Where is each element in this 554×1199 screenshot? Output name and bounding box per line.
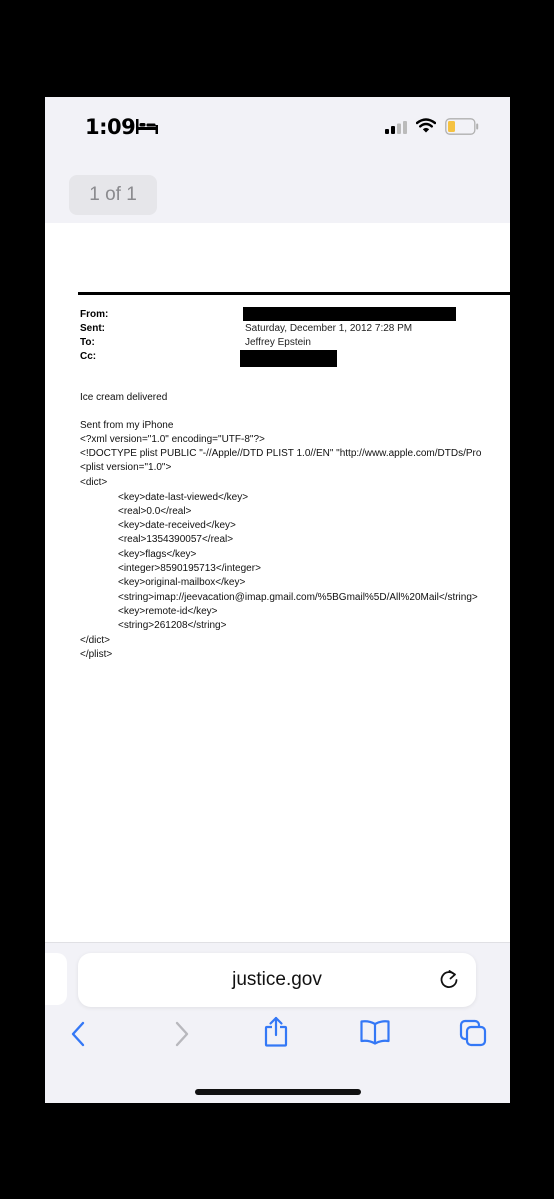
- back-icon[interactable]: [69, 1021, 89, 1052]
- body-line: </plist>: [80, 649, 113, 660]
- home-indicator: [195, 1089, 361, 1095]
- bed-icon: [136, 119, 158, 139]
- body-line: <real>1354390057</real>: [118, 534, 234, 545]
- status-time: 1:09: [85, 115, 136, 139]
- sent-label: Sent:: [80, 323, 105, 334]
- body-line: </dict>: [80, 635, 111, 646]
- cc-redaction: [240, 350, 337, 367]
- body-line: <key>remote-id</key>: [118, 606, 218, 617]
- cc-label: Cc:: [80, 351, 97, 362]
- body-line: <key>date-received</key>: [118, 520, 236, 531]
- to-label: To:: [80, 337, 95, 348]
- address-bar[interactable]: [78, 953, 476, 1007]
- header-rule: [78, 292, 510, 295]
- body-line: <real>0.0</real>: [118, 506, 192, 517]
- from-redaction: [243, 307, 456, 321]
- body-line: Sent from my iPhone: [80, 420, 174, 431]
- bookmarks-icon[interactable]: [359, 1019, 391, 1050]
- forward-icon[interactable]: [171, 1021, 191, 1052]
- page-count-indicator: 1 of 1: [69, 175, 157, 215]
- reload-icon[interactable]: [438, 967, 460, 996]
- share-icon[interactable]: [263, 1016, 289, 1053]
- sent-value: Saturday, December 1, 2012 7:28 PM: [245, 323, 413, 334]
- previous-tab-address-bar[interactable]: [45, 953, 67, 1005]
- body-line: <key>flags</key>: [118, 549, 197, 560]
- wifi-icon: [416, 118, 436, 138]
- tabs-icon[interactable]: [459, 1019, 487, 1052]
- body-line: <plist version="1.0">: [80, 462, 172, 473]
- from-label: From:: [80, 309, 109, 320]
- pdf-page-bar: [45, 153, 510, 223]
- safari-bottom-bar: [45, 942, 510, 1103]
- body-line: <?xml version="1.0" encoding="UTF-8"?>: [80, 434, 265, 445]
- to-value: Jeffrey Epstein: [245, 337, 311, 348]
- body-line: <dict>: [80, 477, 108, 488]
- signal-icon: [385, 121, 407, 139]
- body-line: <string>261208</string>: [118, 620, 227, 631]
- document-page: [45, 223, 510, 942]
- body-line: Ice cream delivered: [80, 392, 168, 403]
- status-bar: [45, 97, 510, 153]
- body-line: <key>date-last-viewed</key>: [118, 492, 249, 503]
- body-line: <integer>8590195713</integer>: [118, 563, 261, 574]
- body-line: <string>imap://jeevacation@imap.gmail.com/%5BGmail%5D/All%20Mail</string>: [118, 592, 478, 603]
- address-text: justice.gov: [232, 969, 322, 990]
- phone-screen: [45, 97, 510, 1103]
- body-line: <key>original-mailbox</key>: [118, 577, 246, 588]
- battery-icon: [445, 118, 479, 140]
- body-line: <!DOCTYPE plist PUBLIC "-//Apple//DTD PLIST 1.0//EN" "http://www.apple.com/DTDs/Pro: [80, 448, 482, 459]
